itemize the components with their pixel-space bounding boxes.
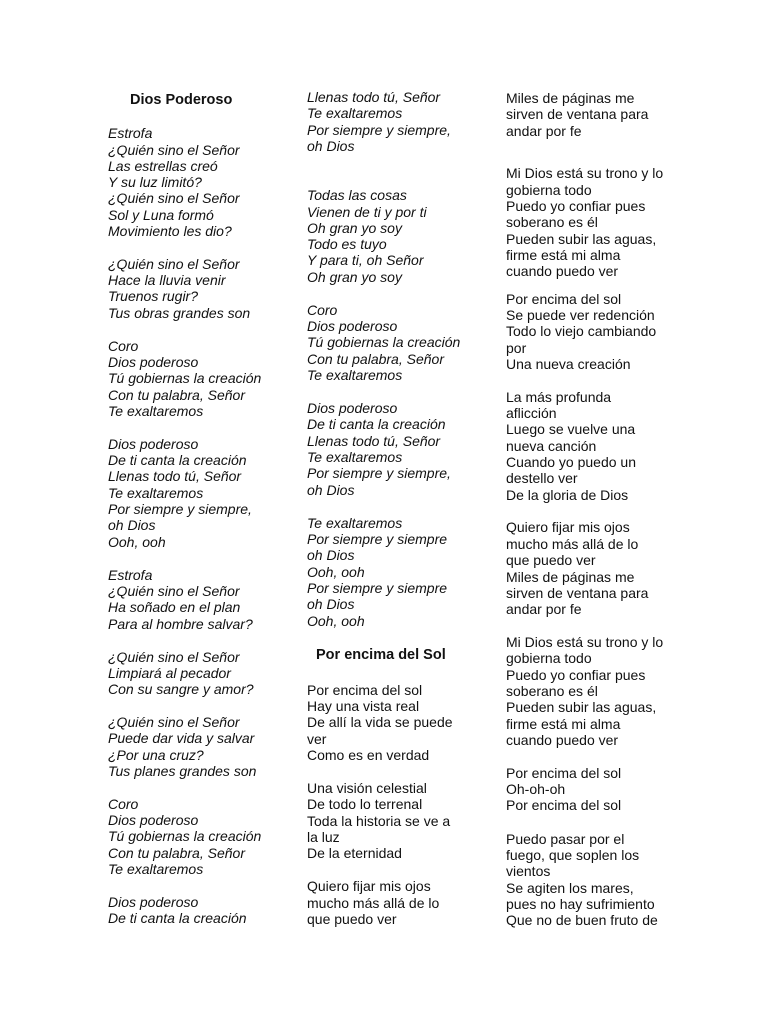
- lyric-line: Se puede ver redención: [506, 307, 655, 323]
- lyric-line: oh Dios: [307, 596, 355, 612]
- lyric-line: Ha soñado en el plan: [108, 599, 241, 615]
- lyric-line: la luz: [307, 829, 340, 845]
- song-title: Por encima del Sol: [316, 647, 446, 663]
- lyric-line: Coro: [307, 302, 338, 318]
- lyric-line: Tú gobiernas la creación: [108, 370, 262, 386]
- lyric-line: Puedo yo confiar pues: [506, 198, 646, 214]
- lyric-line: Miles de páginas me: [506, 569, 635, 585]
- lyric-line: Puedo pasar por el: [506, 831, 625, 847]
- lyric-line: Limpiará al pecador: [108, 665, 231, 681]
- lyric-line: andar por fe: [506, 601, 582, 617]
- lyric-line: Llenas todo tú, Señor: [307, 89, 441, 105]
- lyric-line: Por siempre y siempre,: [108, 501, 252, 517]
- lyric-line: Con tu palabra, Señor: [108, 387, 245, 403]
- lyric-line: Con tu palabra, Señor: [108, 845, 245, 861]
- lyric-line: De ti canta la creación: [307, 416, 446, 432]
- lyric-line: De allí la vida se puede: [307, 714, 453, 730]
- lyric-line: que puedo ver: [506, 552, 596, 568]
- lyric-line: Te exaltaremos: [307, 105, 403, 121]
- lyric-line: Dios poderoso: [108, 354, 199, 370]
- lyric-line: aflicción: [506, 405, 557, 421]
- lyric-line: Te exaltaremos: [307, 449, 403, 465]
- lyric-line: Ooh, ooh: [307, 564, 365, 580]
- lyric-line: Y su luz limitó?: [108, 174, 202, 190]
- lyric-line: Dios poderoso: [108, 812, 199, 828]
- column-3: [506, 0, 696, 1024]
- lyric-line: Ooh, ooh: [307, 613, 365, 629]
- lyric-line: Puede dar vida y salvar: [108, 730, 255, 746]
- lyric-line: fuego, que soplen los: [506, 847, 640, 863]
- lyric-line: Te exaltaremos: [307, 515, 403, 531]
- lyric-line: Quiero fijar mis ojos: [307, 878, 431, 894]
- lyric-line: ¿Quién sino el Señor: [108, 714, 240, 730]
- lyric-line: Ooh, ooh: [108, 534, 166, 550]
- lyric-line: Llenas todo tú, Señor: [108, 468, 242, 484]
- lyric-line: Con su sangre y amor?: [108, 681, 254, 697]
- lyric-line: Con tu palabra, Señor: [307, 351, 444, 367]
- lyric-line: Dios poderoso: [307, 318, 398, 334]
- lyric-line: Vienen de ti y por ti: [307, 204, 427, 220]
- lyric-line: Truenos rugir?: [108, 288, 199, 304]
- lyric-line: Llenas todo tú, Señor: [307, 433, 441, 449]
- lyric-line: Oh gran yo soy: [307, 220, 402, 236]
- lyric-line: Luego se vuelve una: [506, 421, 636, 437]
- lyric-line: Coro: [108, 796, 139, 812]
- lyric-line: Cuando yo puedo un: [506, 454, 636, 470]
- lyric-line: oh Dios: [108, 517, 156, 533]
- lyric-line: mucho más allá de lo: [506, 536, 639, 552]
- column-2: [307, 0, 497, 1024]
- lyric-line: destello ver: [506, 470, 578, 486]
- lyric-line: Miles de páginas me: [506, 90, 635, 106]
- lyric-line: sirven de ventana para: [506, 585, 649, 601]
- lyric-line: Toda la historia se ve a: [307, 813, 451, 829]
- lyric-line: De ti canta la creación: [108, 452, 247, 468]
- lyric-line: oh Dios: [307, 138, 355, 154]
- lyric-line: cuando puedo ver: [506, 732, 619, 748]
- lyric-line: vientos: [506, 863, 551, 879]
- lyric-line: pues no hay sufrimiento: [506, 896, 655, 912]
- lyric-line: Dios poderoso: [108, 436, 199, 452]
- lyric-line: soberano es él: [506, 214, 598, 230]
- lyric-line: De todo lo terrenal: [307, 796, 423, 812]
- lyric-line: Movimiento les dio?: [108, 223, 232, 239]
- lyric-line: Las estrellas creó: [108, 158, 218, 174]
- lyric-line: Todo lo viejo cambiando: [506, 323, 657, 339]
- lyric-line: Como es en verdad: [307, 747, 430, 763]
- lyric-line: ¿Quién sino el Señor: [108, 649, 240, 665]
- lyric-line: ¿Por una cruz?: [108, 747, 204, 763]
- lyric-line: Por encima del sol: [506, 797, 622, 813]
- lyric-line: Coro: [108, 338, 139, 354]
- lyric-line: Por encima del sol: [307, 682, 423, 698]
- column-1: [108, 0, 286, 1024]
- lyric-line: ¿Quién sino el Señor: [108, 256, 240, 272]
- lyric-line: Todas las cosas: [307, 187, 407, 203]
- lyric-line: Dios poderoso: [307, 400, 398, 416]
- lyric-line: firme está mi alma: [506, 247, 621, 263]
- lyric-line: Te exaltaremos: [307, 367, 403, 383]
- lyric-line: Por siempre y siempre,: [307, 465, 451, 481]
- lyric-line: Para al hombre salvar?: [108, 616, 253, 632]
- lyric-line: Se agiten los mares,: [506, 880, 634, 896]
- lyric-line: gobierna todo: [506, 650, 592, 666]
- lyric-line: Dios poderoso: [108, 894, 199, 910]
- lyric-line: Tú gobiernas la creación: [307, 334, 461, 350]
- lyric-line: Por encima del sol: [506, 765, 622, 781]
- lyric-line: Por siempre y siempre: [307, 531, 448, 547]
- lyric-line: Mi Dios está su trono y lo: [506, 165, 664, 181]
- lyric-line: Mi Dios está su trono y lo: [506, 634, 664, 650]
- lyric-line: Estrofa: [108, 125, 153, 141]
- lyric-line: soberano es él: [506, 683, 598, 699]
- lyric-line: que puedo ver: [307, 911, 397, 927]
- lyric-line: nueva canción: [506, 438, 597, 454]
- lyric-line: De ti canta la creación: [108, 910, 247, 926]
- lyric-line: gobierna todo: [506, 182, 592, 198]
- lyric-line: Oh-oh-oh: [506, 781, 566, 797]
- lyric-line: Una visión celestial: [307, 780, 427, 796]
- lyric-line: Tú gobiernas la creación: [108, 828, 262, 844]
- lyric-line: Que no de buen fruto de: [506, 912, 658, 928]
- lyric-line: Puedo yo confiar pues: [506, 667, 646, 683]
- lyric-line: Hay una vista real: [307, 698, 420, 714]
- lyric-line: Pueden subir las aguas,: [506, 699, 657, 715]
- lyric-line: De la eternidad: [307, 845, 402, 861]
- lyric-line: sirven de ventana para: [506, 106, 649, 122]
- lyric-line: por: [506, 340, 527, 356]
- lyric-line: oh Dios: [307, 482, 355, 498]
- lyric-line: Y para ti, oh Señor: [307, 252, 424, 268]
- lyric-line: La más profunda: [506, 389, 612, 405]
- lyric-line: Te exaltaremos: [108, 403, 204, 419]
- lyric-line: ver: [307, 731, 327, 747]
- lyric-line: andar por fe: [506, 123, 582, 139]
- lyric-line: Tus obras grandes son: [108, 305, 251, 321]
- lyric-line: ¿Quién sino el Señor: [108, 142, 240, 158]
- lyric-line: oh Dios: [307, 547, 355, 563]
- lyric-line: Oh gran yo soy: [307, 269, 402, 285]
- lyric-line: Hace la lluvia venir: [108, 272, 226, 288]
- lyric-line: Tus planes grandes son: [108, 763, 257, 779]
- lyric-line: Por siempre y siempre: [307, 580, 448, 596]
- song-title: Dios Poderoso: [130, 92, 233, 108]
- lyric-line: Quiero fijar mis ojos: [506, 519, 630, 535]
- lyric-line: cuando puedo ver: [506, 263, 619, 279]
- lyric-line: Por siempre y siempre,: [307, 122, 451, 138]
- lyric-line: ¿Quién sino el Señor: [108, 190, 240, 206]
- lyric-line: firme está mi alma: [506, 716, 621, 732]
- lyric-line: Todo es tuyo: [307, 236, 387, 252]
- lyric-line: Una nueva creación: [506, 356, 631, 372]
- lyric-line: Te exaltaremos: [108, 485, 204, 501]
- lyric-line: Sol y Luna formó: [108, 207, 214, 223]
- lyric-line: Por encima del sol: [506, 291, 622, 307]
- lyric-line: mucho más allá de lo: [307, 895, 440, 911]
- lyric-line: ¿Quién sino el Señor: [108, 583, 240, 599]
- lyric-line: Estrofa: [108, 567, 153, 583]
- lyric-line: Pueden subir las aguas,: [506, 231, 657, 247]
- lyric-line: Te exaltaremos: [108, 861, 204, 877]
- lyric-line: De la gloria de Dios: [506, 487, 629, 503]
